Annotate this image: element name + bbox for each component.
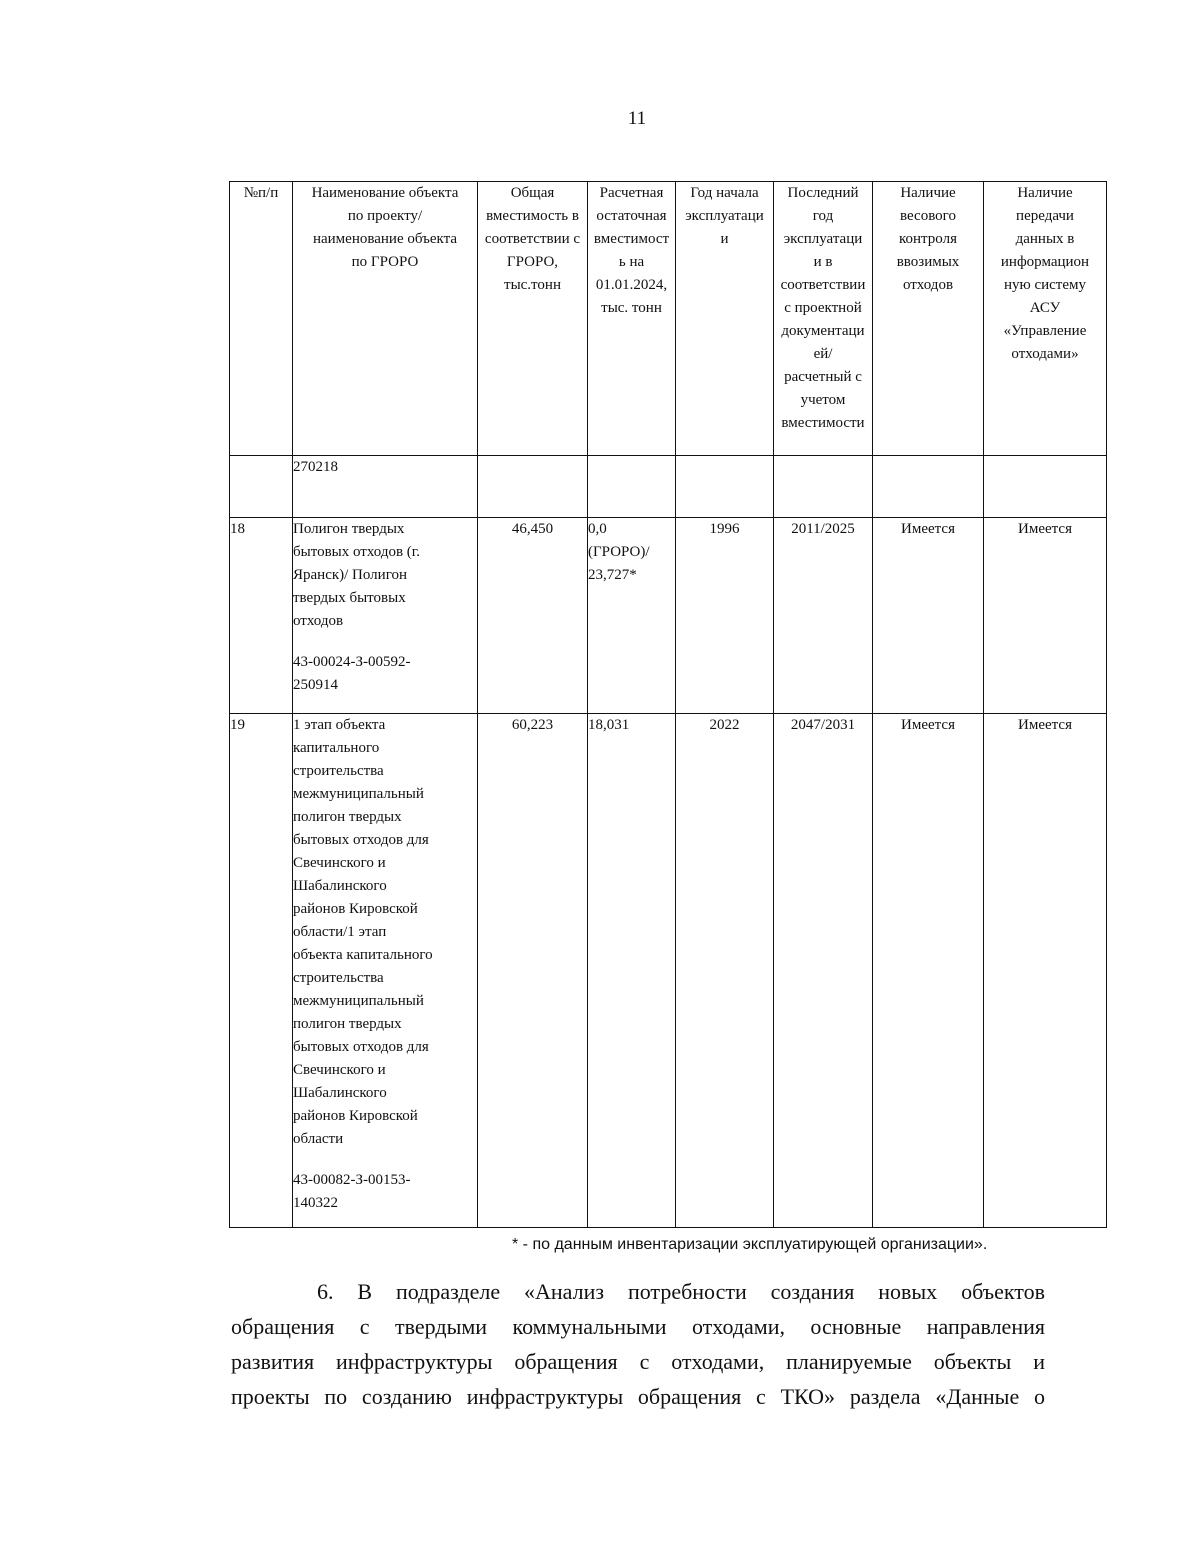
text-line: и [720, 231, 729, 247]
text-line: твердых бытовых [293, 590, 406, 606]
capacity-cell: 60,223 [478, 714, 588, 1228]
text-line: наименование объекта [312, 231, 458, 247]
text-line: области [293, 1131, 344, 1147]
text-line: Расчетная [599, 185, 664, 201]
weight-control-cell: Имеется [873, 518, 984, 714]
text-line: Яранск)/ Полигон [293, 567, 408, 583]
text-line: по ГРОРО [351, 254, 419, 270]
object-name-cell [293, 518, 478, 714]
data-transfer-cell: Имеется [984, 714, 1107, 1228]
text-line: Полигон твердых [293, 521, 405, 537]
header-total-capacity [478, 182, 588, 456]
object-name-cell [293, 714, 478, 1228]
header-data-transfer [984, 182, 1107, 456]
body-paragraph [231, 1274, 1045, 1414]
text-line: год [812, 208, 834, 224]
table-row [230, 456, 1107, 518]
text-line: 0,0 [588, 521, 607, 537]
landfill-table [229, 181, 1107, 1228]
text-line: соответствии с [484, 231, 581, 247]
text-line: Шабалинского [293, 1085, 387, 1101]
object-code [293, 1169, 477, 1215]
text-line: 250914 [293, 677, 338, 693]
table-header-row [230, 182, 1107, 456]
text-line: №п/п [243, 185, 279, 201]
data-transfer-cell: Имеется [984, 518, 1107, 714]
text-line: (ГРОРО)/ [588, 544, 650, 560]
text-line: ную систему [1003, 277, 1087, 293]
text-line: межмуниципальный [293, 786, 424, 802]
text-line: 43-00082-З-00153- [293, 1172, 411, 1188]
text-line: строительства [293, 970, 384, 986]
last-year-cell [774, 456, 873, 518]
text-line: бытовых отходов (г. [293, 544, 421, 560]
text-line: районов Кировской [293, 901, 418, 917]
text-line: бытовых отходов для [293, 1039, 429, 1055]
text-line: Наименование объекта [311, 185, 459, 201]
text-line: Год начала [690, 185, 759, 201]
text-line: документаци [781, 323, 865, 339]
paragraph-line: обращения с твердыми коммунальными отходами, основные направления [231, 1314, 1045, 1339]
text-line: «Управление [1003, 323, 1087, 339]
text-line: районов Кировской [293, 1108, 418, 1124]
text-line: полигон твердых [293, 809, 402, 825]
text-line: 1 этап объекта [293, 717, 386, 733]
text-line: области/1 этап [293, 924, 387, 940]
text-line: отходов [293, 613, 344, 629]
row-number [230, 456, 293, 518]
text-line: остаточная [596, 208, 667, 224]
paragraph-line: проекты по созданию инфраструктуры обращения с ТКО» раздела «Данные о [231, 1384, 1045, 1409]
start-year-cell: 2022 [676, 714, 774, 1228]
object-name-cell [293, 456, 478, 518]
text-line: информацион [1000, 254, 1090, 270]
text-line: отходов [902, 277, 954, 293]
text-line: бытовых отходов для [293, 832, 429, 848]
text-line: эксплуатаци [685, 208, 764, 224]
text-line: АСУ [1029, 300, 1061, 316]
header-number [230, 182, 293, 456]
text-line: по проекту/ [347, 208, 423, 224]
object-name [293, 518, 477, 633]
text-line: 18,031 [588, 717, 630, 733]
weight-control-cell [873, 456, 984, 518]
text-line: и в [813, 254, 833, 270]
text-line: Наличие [1017, 185, 1073, 201]
start-year-cell [676, 456, 774, 518]
text-line: эксплуатаци [783, 231, 863, 247]
text-line: 140322 [293, 1195, 338, 1211]
header-object-name [293, 182, 478, 456]
paragraph-line: развития инфраструктуры обращения с отходами, планируемые объекты и [231, 1349, 1045, 1374]
text-line: вместимост [593, 231, 670, 247]
table-row [230, 714, 1107, 1228]
text-line: соответствии [780, 277, 866, 293]
text-line: передачи [1016, 208, 1074, 224]
text-line: Свечинского и [293, 1062, 386, 1078]
row-number: 19 [230, 714, 293, 1228]
paragraph-line: 6. В подразделе «Анализ потребности создания новых объектов [317, 1279, 1045, 1304]
object-code [293, 456, 477, 479]
data-transfer-cell [984, 456, 1107, 518]
last-year-cell: 2047/2031 [774, 714, 873, 1228]
text-line: расчетный с [784, 369, 862, 385]
text-line: 43-00024-З-00592- [293, 654, 411, 670]
table-row [230, 518, 1107, 714]
text-line: тыс. тонн [601, 300, 662, 316]
header-start-year [676, 182, 774, 456]
text-line: объекта капитального [293, 947, 433, 963]
text-line: тыс.тонн [504, 277, 561, 293]
row-number: 18 [230, 518, 293, 714]
text-line: Последний [787, 185, 859, 201]
text-line: Свечинского и [293, 855, 386, 871]
capacity-cell [478, 456, 588, 518]
remaining-cell [588, 518, 676, 714]
text-line: вместимость в [486, 208, 579, 224]
object-code [293, 651, 477, 697]
text-line: учетом [800, 392, 846, 408]
text-line: отходами» [1011, 346, 1079, 362]
object-name [293, 714, 477, 1151]
text-line: ь на [618, 254, 645, 270]
text-line: капитального [293, 740, 380, 756]
text-line: 01.01.2024, [595, 277, 668, 293]
start-year-cell: 1996 [676, 518, 774, 714]
remaining-cell [588, 714, 676, 1228]
text-line: весового [900, 208, 956, 224]
last-year-cell: 2011/2025 [774, 518, 873, 714]
text-line: полигон твердых [293, 1016, 402, 1032]
footnote: * - по данным инвентаризации эксплуатирующей организации». [512, 1236, 988, 1253]
text-line: Наличие [900, 185, 956, 201]
header-remaining-capacity [588, 182, 676, 456]
text-line: 270218 [293, 459, 338, 475]
page-number: 11 [627, 108, 647, 129]
text-line: Общая [510, 185, 555, 201]
text-line: ввозимых [896, 254, 960, 270]
text-line: вместимости [781, 415, 865, 431]
text-line: контроля [899, 231, 957, 247]
text-line: с проектной [784, 300, 862, 316]
text-line: межмуниципальный [293, 993, 424, 1009]
text-line: ей/ [813, 346, 833, 362]
capacity-cell: 46,450 [478, 518, 588, 714]
text-line: ГРОРО, [506, 254, 559, 270]
text-line: Шабалинского [293, 878, 387, 894]
text-line: строительства [293, 763, 384, 779]
remaining-cell [588, 456, 676, 518]
header-last-year [774, 182, 873, 456]
text-line: 23,727* [588, 567, 637, 583]
text-line: данных в [1015, 231, 1075, 247]
header-weight-control [873, 182, 984, 456]
weight-control-cell: Имеется [873, 714, 984, 1228]
